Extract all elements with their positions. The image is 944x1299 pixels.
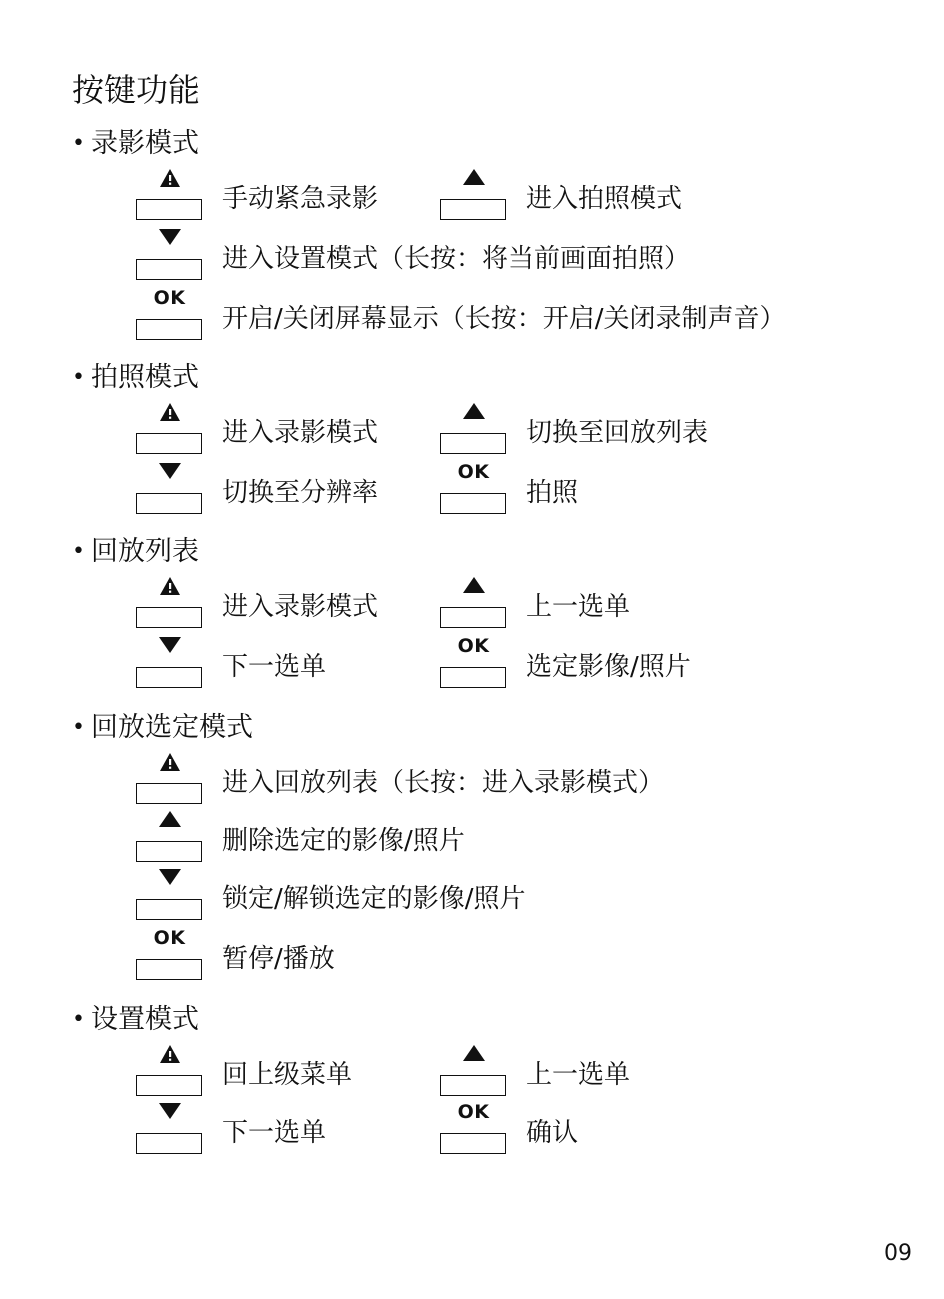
key-label: 进入录影模式 <box>222 418 379 448</box>
key-label: 进入拍照模式 <box>526 184 683 214</box>
warning-triangle-icon <box>159 1044 181 1064</box>
down-triangle-icon <box>158 1102 182 1120</box>
ok-key-text: OK <box>457 1101 490 1123</box>
page-title: 按键功能 <box>72 71 201 109</box>
key-label: 手动紧急录影 <box>222 184 379 214</box>
ok-button <box>440 636 508 688</box>
bullet-dot: • <box>72 539 85 564</box>
key-label: 删除选定的影像/照片 <box>222 826 465 856</box>
down-button <box>136 462 204 514</box>
down-button <box>136 1102 204 1154</box>
down-triangle-icon <box>158 636 182 654</box>
key-label: 选定影像/照片 <box>526 652 691 682</box>
section-heading-text: 录影模式 <box>90 128 199 159</box>
down-button <box>136 868 204 920</box>
bullet-dot: • <box>72 715 85 740</box>
down-button <box>136 228 204 280</box>
up-triangle-icon <box>462 576 486 594</box>
up-triangle-icon <box>462 1044 486 1062</box>
key-label: 进入录影模式 <box>222 592 379 622</box>
key-label: 确认 <box>526 1118 579 1148</box>
bullet-dot: • <box>72 365 85 390</box>
section-heading-text: 拍照模式 <box>90 362 199 393</box>
down-triangle-icon <box>158 462 182 480</box>
down-triangle-icon <box>158 228 182 246</box>
warning-button <box>136 402 204 454</box>
key-label: 切换至分辨率 <box>222 478 379 508</box>
key-label: 进入回放列表（长按：进入录影模式） <box>222 768 665 798</box>
key-label: 拍照 <box>526 478 579 508</box>
section-heading-text: 回放选定模式 <box>90 712 253 743</box>
section-heading <box>72 710 253 746</box>
section-heading <box>72 534 199 570</box>
section-heading <box>72 126 199 162</box>
warning-triangle-icon <box>159 168 181 188</box>
ok-button <box>440 1102 508 1154</box>
bullet-dot: • <box>72 131 85 156</box>
up-button <box>440 1044 508 1096</box>
ok-key-text: OK <box>457 461 490 483</box>
warning-triangle-icon <box>159 402 181 422</box>
ok-key-text: OK <box>153 287 186 309</box>
key-label: 上一选单 <box>526 592 631 622</box>
key-label: 上一选单 <box>526 1060 631 1090</box>
up-button <box>136 810 204 862</box>
warning-button <box>136 576 204 628</box>
key-label: 锁定/解锁选定的影像/照片 <box>222 884 526 914</box>
up-triangle-icon <box>158 810 182 828</box>
page-number: 09 <box>884 1241 912 1266</box>
warning-triangle-icon <box>159 576 181 596</box>
ok-key-text: OK <box>457 635 490 657</box>
down-button <box>136 636 204 688</box>
ok-button <box>136 288 204 340</box>
section-heading <box>72 360 199 396</box>
ok-button <box>440 462 508 514</box>
key-label: 进入设置模式（长按：将当前画面拍照） <box>222 244 691 274</box>
key-label: 下一选单 <box>222 652 327 682</box>
up-triangle-icon <box>462 168 486 186</box>
key-label: 开启/关闭屏幕显示（长按：开启/关闭录制声音） <box>222 304 786 334</box>
ok-key-text: OK <box>153 927 186 949</box>
section-heading <box>72 1002 199 1038</box>
up-button <box>440 168 508 220</box>
up-button <box>440 402 508 454</box>
key-label: 回上级菜单 <box>222 1060 353 1090</box>
section-heading-text: 回放列表 <box>90 536 199 567</box>
warning-button <box>136 168 204 220</box>
up-triangle-icon <box>462 402 486 420</box>
warning-triangle-icon <box>159 752 181 772</box>
bullet-dot: • <box>72 1007 85 1032</box>
warning-button <box>136 1044 204 1096</box>
section-heading-text: 设置模式 <box>90 1004 199 1035</box>
key-label: 切换至回放列表 <box>526 418 709 448</box>
key-label: 暂停/播放 <box>222 944 335 974</box>
ok-button <box>136 928 204 980</box>
key-label: 下一选单 <box>222 1118 327 1148</box>
warning-button <box>136 752 204 804</box>
up-button <box>440 576 508 628</box>
down-triangle-icon <box>158 868 182 886</box>
